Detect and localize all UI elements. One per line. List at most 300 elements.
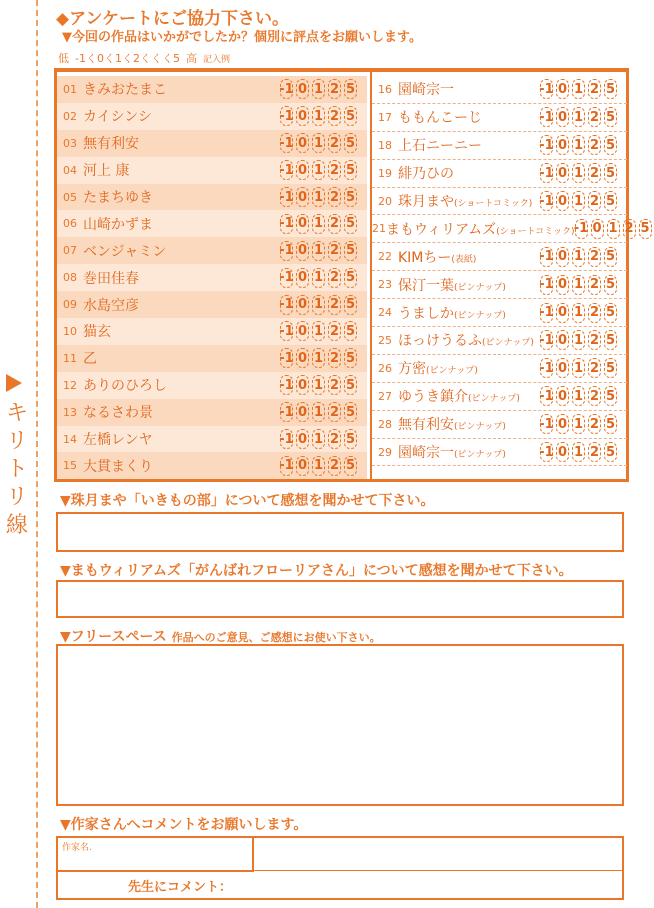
score-option[interactable]: 5 xyxy=(604,247,617,267)
author-name xyxy=(83,321,280,341)
score-option[interactable]: -1 xyxy=(540,163,553,183)
score-option[interactable]: 1 xyxy=(572,275,585,295)
author-name xyxy=(83,241,280,261)
author-name-text: 緋乃ひの xyxy=(398,166,454,183)
score-option[interactable]: 2 xyxy=(328,429,341,449)
score-option[interactable]: 5 xyxy=(604,107,617,127)
score-option[interactable]: -1 xyxy=(280,187,293,207)
rating-column-right xyxy=(370,72,650,482)
score-options xyxy=(280,429,357,449)
row-number: 19 xyxy=(378,166,392,180)
score-option[interactable]: 1 xyxy=(572,135,585,155)
table-row xyxy=(57,345,367,372)
sensei-comment-label: 先生にコメント： xyxy=(128,880,233,895)
score-option[interactable]: 0 xyxy=(296,106,309,126)
score-option[interactable]: 2 xyxy=(588,135,601,155)
author-name xyxy=(83,268,280,288)
row-number: 08 xyxy=(63,271,77,285)
row-number: 10 xyxy=(63,324,77,338)
author-name xyxy=(83,429,280,449)
score-option[interactable]: 2 xyxy=(328,321,341,341)
score-option[interactable]: 2 xyxy=(623,219,636,239)
score-option[interactable]: 5 xyxy=(344,456,357,476)
score-option[interactable]: -1 xyxy=(540,414,553,434)
score-option[interactable]: 2 xyxy=(328,79,341,99)
score-option[interactable]: 0 xyxy=(296,133,309,153)
score-options xyxy=(540,275,617,295)
row-number: 25 xyxy=(378,333,392,347)
row-number: 05 xyxy=(63,190,77,204)
score-option[interactable]: -1 xyxy=(540,386,553,406)
score-option[interactable]: 0 xyxy=(296,160,309,180)
table-row xyxy=(57,157,367,184)
score-option[interactable]: 2 xyxy=(328,160,341,180)
author-name-text: 園崎宗一 xyxy=(398,82,454,99)
cut-line-label: キリトリ線 xyxy=(5,401,28,538)
score-option[interactable]: 5 xyxy=(344,295,357,315)
score-option[interactable]: 0 xyxy=(556,79,569,99)
score-options xyxy=(280,348,357,368)
score-options xyxy=(540,247,617,267)
table-row xyxy=(57,184,367,211)
author-name xyxy=(83,79,280,99)
score-option[interactable]: 0 xyxy=(591,219,604,239)
score-option[interactable]: 2 xyxy=(588,442,601,462)
score-option[interactable]: 0 xyxy=(556,275,569,295)
score-option[interactable]: -1 xyxy=(280,429,293,449)
author-name-text: たまちゆき xyxy=(83,190,153,206)
author-name-text: きみおたまこ xyxy=(83,82,167,99)
table-row xyxy=(372,188,627,216)
score-option[interactable]: 1 xyxy=(312,456,325,476)
table-row xyxy=(57,426,367,453)
author-name-text: 猫玄 xyxy=(83,324,111,341)
score-option[interactable]: 0 xyxy=(556,414,569,434)
author-name-text: 保汀一葉 xyxy=(398,277,454,294)
score-option[interactable]: -1 xyxy=(280,106,293,126)
score-option[interactable]: 2 xyxy=(588,303,601,323)
score-option[interactable]: 1 xyxy=(572,442,585,462)
score-option[interactable]: 2 xyxy=(588,414,601,434)
score-options xyxy=(280,79,357,99)
author-name-text: なるさわ景 xyxy=(83,405,153,422)
score-option[interactable]: 2 xyxy=(328,268,341,288)
score-options xyxy=(540,107,617,127)
author-name-text: 珠月まや xyxy=(398,194,454,210)
author-name-label: 作家名. xyxy=(62,843,92,853)
score-options xyxy=(540,163,617,183)
row-number: 29 xyxy=(378,445,392,459)
score-options xyxy=(540,330,617,350)
score-option[interactable]: -1 xyxy=(575,219,588,239)
score-option[interactable]: -1 xyxy=(280,321,293,341)
score-option[interactable]: 0 xyxy=(556,191,569,211)
score-option[interactable]: 1 xyxy=(607,219,620,239)
author-name xyxy=(398,107,540,127)
score-options xyxy=(280,402,357,422)
score-option[interactable]: 0 xyxy=(296,187,309,207)
score-option[interactable]: -1 xyxy=(280,214,293,234)
score-option[interactable]: 1 xyxy=(572,330,585,350)
score-options xyxy=(540,358,617,378)
score-option[interactable]: 2 xyxy=(588,358,601,378)
score-option[interactable]: -1 xyxy=(540,191,553,211)
table-row xyxy=(372,439,627,467)
page-subtitle: ▼今回の作品はいかがでしたか？個別に評点をお願いします。 xyxy=(62,30,422,45)
score-option[interactable]: -1 xyxy=(540,247,553,267)
score-option[interactable]: 2 xyxy=(328,295,341,315)
score-options xyxy=(540,191,617,211)
score-option[interactable]: 2 xyxy=(328,241,341,261)
score-option[interactable]: 2 xyxy=(328,375,341,395)
author-name xyxy=(398,163,540,183)
author-name-text: うましか xyxy=(398,305,454,322)
row-number: 03 xyxy=(63,136,77,150)
score-option[interactable]: 0 xyxy=(296,456,309,476)
score-option[interactable]: 5 xyxy=(604,330,617,350)
cut-line xyxy=(36,0,38,908)
score-option[interactable]: 1 xyxy=(572,107,585,127)
score-option[interactable]: 5 xyxy=(344,348,357,368)
score-option[interactable]: 2 xyxy=(588,79,601,99)
score-option[interactable]: 5 xyxy=(604,386,617,406)
score-option[interactable]: 0 xyxy=(556,135,569,155)
score-options xyxy=(280,106,357,126)
score-option[interactable]: 1 xyxy=(572,303,585,323)
score-option[interactable]: 1 xyxy=(312,429,325,449)
score-option[interactable]: 5 xyxy=(604,303,617,323)
free-space-title: ▼フリースペース xyxy=(60,629,167,645)
score-option[interactable]: 1 xyxy=(312,187,325,207)
author-note: (ピンナップ) xyxy=(454,422,506,433)
author-name xyxy=(398,442,540,462)
score-option[interactable]: -1 xyxy=(540,330,553,350)
author-name xyxy=(83,402,280,422)
table-row xyxy=(57,210,367,237)
score-option[interactable]: 0 xyxy=(556,386,569,406)
score-options xyxy=(280,375,357,395)
score-option[interactable]: 2 xyxy=(328,402,341,422)
score-option[interactable]: 1 xyxy=(312,375,325,395)
score-option[interactable]: 2 xyxy=(588,191,601,211)
score-option[interactable]: 5 xyxy=(344,106,357,126)
score-option[interactable]: -1 xyxy=(540,303,553,323)
score-options xyxy=(280,214,357,234)
author-name xyxy=(398,358,540,378)
row-number: 21 xyxy=(372,222,386,236)
author-name xyxy=(83,375,280,395)
score-option[interactable]: 5 xyxy=(604,79,617,99)
author-name-text: ゆうき鎮介 xyxy=(398,389,468,406)
free-space-heading xyxy=(60,626,381,646)
author-note: (ショートコミック) xyxy=(496,226,575,237)
score-option[interactable]: 0 xyxy=(296,79,309,99)
score-options xyxy=(540,135,617,155)
author-note: (ピンナップ) xyxy=(426,366,478,377)
table-row xyxy=(372,411,627,439)
legend-scale: -1く0く1く2くくく5 xyxy=(75,52,180,65)
table-row xyxy=(372,243,627,271)
author-name-text: 巻田佳春 xyxy=(83,270,139,287)
table-row xyxy=(57,103,367,130)
score-option[interactable]: 0 xyxy=(296,268,309,288)
score-option[interactable]: 2 xyxy=(588,247,601,267)
score-option[interactable]: -1 xyxy=(280,241,293,261)
table-row xyxy=(57,399,367,426)
score-option[interactable]: 1 xyxy=(312,133,325,153)
author-name-text: 無有利安 xyxy=(398,417,454,434)
score-option[interactable]: 5 xyxy=(639,219,652,239)
score-option[interactable]: 0 xyxy=(556,247,569,267)
author-name xyxy=(398,386,540,406)
score-option[interactable]: 5 xyxy=(604,163,617,183)
table-row xyxy=(57,264,367,291)
score-option[interactable]: -1 xyxy=(280,160,293,180)
score-options xyxy=(280,160,357,180)
author-name xyxy=(398,191,540,211)
row-number: 23 xyxy=(378,278,392,292)
row-number: 28 xyxy=(378,417,392,431)
score-option[interactable]: 1 xyxy=(572,414,585,434)
author-name xyxy=(83,106,280,126)
score-option[interactable]: 0 xyxy=(556,442,569,462)
score-option[interactable]: 2 xyxy=(588,386,601,406)
score-option[interactable]: 0 xyxy=(296,321,309,341)
author-name-text: 無有利安 xyxy=(83,136,139,153)
score-option[interactable]: -1 xyxy=(540,358,553,378)
row-number: 20 xyxy=(378,194,392,208)
score-option[interactable]: 1 xyxy=(572,386,585,406)
table-row xyxy=(372,299,627,327)
score-option[interactable]: -1 xyxy=(280,268,293,288)
score-option[interactable]: -1 xyxy=(280,133,293,153)
page-title: ◆アンケートにご協力下さい。 xyxy=(56,9,290,29)
score-option[interactable]: 1 xyxy=(312,79,325,99)
score-option[interactable]: 5 xyxy=(344,268,357,288)
score-option[interactable]: 5 xyxy=(344,241,357,261)
author-name xyxy=(83,348,280,368)
score-option[interactable]: -1 xyxy=(280,79,293,99)
row-number: 02 xyxy=(63,109,77,123)
author-name-field[interactable] xyxy=(58,838,254,872)
row-number: 06 xyxy=(63,217,77,231)
score-option[interactable]: 2 xyxy=(328,214,341,234)
score-option[interactable]: -1 xyxy=(540,275,553,295)
row-number: 04 xyxy=(63,163,77,177)
score-option[interactable]: 5 xyxy=(604,135,617,155)
author-name xyxy=(398,247,540,267)
score-option[interactable]: 1 xyxy=(572,79,585,99)
score-option[interactable]: 5 xyxy=(344,402,357,422)
score-option[interactable]: -1 xyxy=(540,442,553,462)
author-name-text: ほっけうるふ xyxy=(398,333,482,350)
table-row xyxy=(57,130,367,157)
score-option[interactable]: -1 xyxy=(540,135,553,155)
comment-heading: ▼作家さんへコメントをお願いします。 xyxy=(60,817,308,833)
author-name-text: 河上 康 xyxy=(83,163,130,180)
score-option[interactable]: 5 xyxy=(344,133,357,153)
row-number: 09 xyxy=(63,298,77,312)
row-number: 13 xyxy=(63,405,77,419)
table-row xyxy=(372,383,627,411)
score-options xyxy=(280,241,357,261)
score-option[interactable]: 2 xyxy=(328,187,341,207)
score-option[interactable]: 2 xyxy=(328,348,341,368)
score-options xyxy=(540,303,617,323)
score-options xyxy=(280,268,357,288)
author-name xyxy=(386,219,575,239)
rating-table xyxy=(54,68,650,482)
table-row xyxy=(57,76,367,103)
score-legend xyxy=(58,50,230,66)
comment-box[interactable] xyxy=(56,836,624,900)
score-options xyxy=(540,79,617,99)
author-name xyxy=(398,275,540,295)
score-options xyxy=(540,442,617,462)
table-row xyxy=(372,160,627,188)
author-name-text: 水島空彦 xyxy=(83,297,139,314)
score-option[interactable]: -1 xyxy=(280,402,293,422)
author-name xyxy=(83,187,280,207)
score-option[interactable]: 5 xyxy=(344,79,357,99)
author-name-text: KIMちー xyxy=(398,249,452,266)
score-option[interactable]: 0 xyxy=(296,402,309,422)
score-option[interactable]: 0 xyxy=(296,429,309,449)
score-option[interactable]: 5 xyxy=(604,191,617,211)
score-option[interactable]: 2 xyxy=(328,133,341,153)
score-option[interactable]: 0 xyxy=(556,163,569,183)
score-options xyxy=(280,456,357,476)
author-note: (ショートコミック) xyxy=(454,199,533,209)
author-name xyxy=(398,135,540,155)
score-option[interactable]: 1 xyxy=(312,268,325,288)
author-name-text: 上石ニーニー xyxy=(398,138,482,155)
score-option[interactable]: -1 xyxy=(540,79,553,99)
score-option[interactable]: 1 xyxy=(572,247,585,267)
score-option[interactable]: 5 xyxy=(344,375,357,395)
score-option[interactable]: -1 xyxy=(280,295,293,315)
author-name-text: 乙 xyxy=(83,351,97,368)
author-note: (ピンナップ) xyxy=(454,450,506,461)
score-option[interactable]: -1 xyxy=(280,456,293,476)
score-option[interactable]: 2 xyxy=(588,163,601,183)
score-option[interactable]: 5 xyxy=(344,160,357,180)
score-option[interactable]: -1 xyxy=(280,348,293,368)
row-number: 15 xyxy=(63,459,77,473)
score-option[interactable]: 0 xyxy=(296,214,309,234)
author-name xyxy=(398,414,540,434)
table-row xyxy=(57,452,367,479)
score-option[interactable]: 1 xyxy=(312,214,325,234)
score-option[interactable]: 0 xyxy=(556,330,569,350)
score-options xyxy=(280,187,357,207)
score-option[interactable]: 0 xyxy=(556,303,569,323)
answer-box-1[interactable] xyxy=(56,512,624,552)
score-option[interactable]: 5 xyxy=(344,321,357,341)
score-option[interactable]: 5 xyxy=(344,429,357,449)
cut-arrow-icon xyxy=(6,374,22,392)
author-note: (表紙) xyxy=(451,254,477,265)
score-option[interactable]: -1 xyxy=(280,375,293,395)
author-name-text: ベンジャミン xyxy=(83,243,167,260)
question-1: ▼珠月まや「いきもの部」について感想を聞かせて下さい。 xyxy=(60,493,435,509)
score-option[interactable]: 1 xyxy=(572,191,585,211)
score-option[interactable]: 5 xyxy=(344,214,357,234)
score-option[interactable]: 1 xyxy=(312,241,325,261)
score-option[interactable]: 0 xyxy=(296,375,309,395)
table-row xyxy=(372,104,627,132)
score-options xyxy=(540,386,617,406)
score-option[interactable]: 5 xyxy=(604,414,617,434)
free-space-box[interactable] xyxy=(56,644,624,806)
score-option[interactable]: 1 xyxy=(312,321,325,341)
table-row xyxy=(57,237,367,264)
row-number: 07 xyxy=(63,244,77,258)
table-row xyxy=(372,327,627,355)
table-row xyxy=(372,355,627,383)
row-number: 11 xyxy=(63,351,77,365)
score-option[interactable]: 5 xyxy=(604,442,617,462)
score-option[interactable]: 5 xyxy=(344,187,357,207)
author-name-text: 左橋レンヤ xyxy=(83,432,153,449)
score-options xyxy=(540,414,617,434)
score-option[interactable]: 0 xyxy=(296,348,309,368)
score-option[interactable]: 0 xyxy=(296,295,309,315)
author-name xyxy=(83,133,280,153)
score-option[interactable]: 0 xyxy=(556,358,569,378)
table-row xyxy=(57,291,367,318)
table-row xyxy=(57,318,367,345)
score-option[interactable]: 5 xyxy=(604,358,617,378)
author-note: (ピンナップ) xyxy=(454,310,506,321)
score-option[interactable]: 0 xyxy=(556,107,569,127)
score-option[interactable]: 5 xyxy=(604,275,617,295)
score-option[interactable]: 1 xyxy=(312,348,325,368)
score-option[interactable]: 2 xyxy=(328,456,341,476)
score-option[interactable]: 0 xyxy=(296,241,309,261)
author-name-text: カイシンシ xyxy=(83,109,152,126)
score-option[interactable]: 1 xyxy=(312,295,325,315)
score-options xyxy=(280,133,357,153)
table-row xyxy=(372,271,627,299)
score-options xyxy=(575,219,652,239)
author-name-text: 大貫まくり xyxy=(83,458,153,475)
score-option[interactable]: 1 xyxy=(572,358,585,378)
row-number: 22 xyxy=(378,250,392,264)
score-option[interactable]: 1 xyxy=(312,402,325,422)
row-number: 26 xyxy=(378,361,392,375)
author-note: (ピンナップ) xyxy=(482,338,534,349)
score-options xyxy=(280,321,357,341)
score-option[interactable]: 1 xyxy=(572,163,585,183)
row-number: 14 xyxy=(63,432,77,446)
score-option[interactable]: 1 xyxy=(312,106,325,126)
score-option[interactable]: 2 xyxy=(588,107,601,127)
author-name xyxy=(83,295,280,315)
author-name-text: ももんこーじ xyxy=(398,110,482,127)
row-number: 17 xyxy=(378,110,392,124)
score-option[interactable]: 2 xyxy=(588,330,601,350)
score-option[interactable]: 1 xyxy=(312,160,325,180)
score-option[interactable]: 2 xyxy=(588,275,601,295)
score-option[interactable]: 2 xyxy=(328,106,341,126)
author-name-text: 園崎宗一 xyxy=(398,445,454,462)
score-option[interactable]: -1 xyxy=(540,107,553,127)
author-name xyxy=(398,330,540,350)
legend-low: 低 xyxy=(58,52,69,65)
table-row xyxy=(372,132,627,160)
answer-box-2[interactable] xyxy=(56,580,624,618)
